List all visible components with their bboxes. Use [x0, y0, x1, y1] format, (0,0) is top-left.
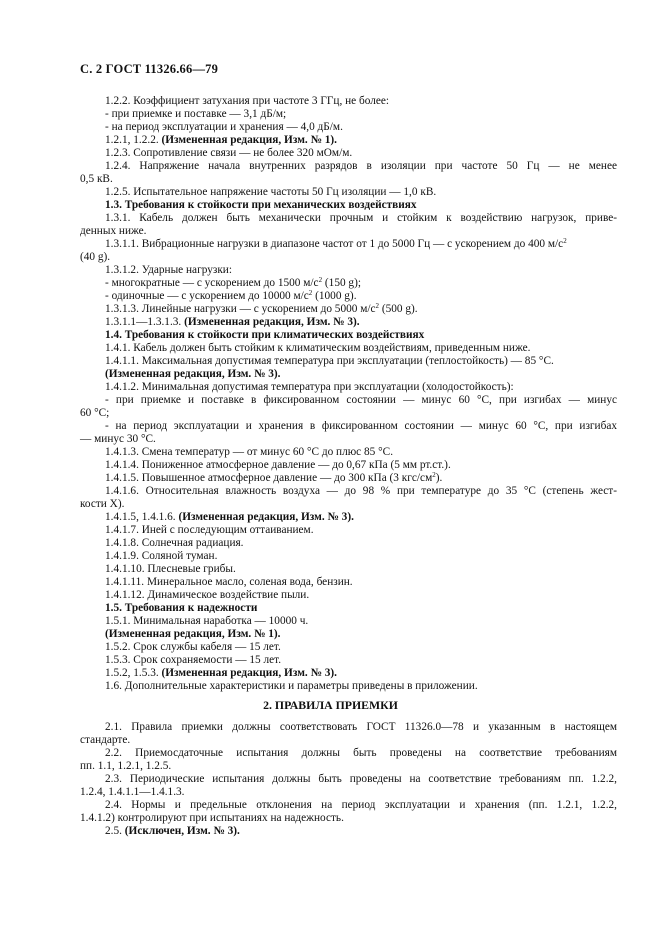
text-line: кости X).	[80, 498, 125, 510]
text-line: 1.4.1. Кабель должен быть стойким к климатическим воздействиям, приведенным ниже.	[105, 342, 531, 354]
text-line: 1.4.1.2. Минимальная допустимая температура при эксплуатации (холодостойкость):	[105, 381, 514, 393]
text-line: 60 °С;	[80, 407, 110, 419]
text-line: 1.4.1.3. Смена температур — от минус 60 °С до плюс 85 °С.	[105, 446, 394, 458]
text-line: 1.4.1.11. Минеральное масло, соленая вода, бензин.	[105, 576, 353, 588]
text-line: 2.1. Правила приемки должны соответствовать ГОСТ 11326.0—78 и указанным в настоящем	[105, 721, 617, 733]
text-line: 1.4.1.5, 1.4.1.6. (Измененная редакция, Изм. № 3).	[105, 511, 354, 523]
text-line: 1.4.1.5. Повышенное атмосферное давление — до 300 кПа (3 кгс/$см^2$).	[105, 471, 443, 484]
text-line: - на период эксплуатации и хранения в фиксированном состоянии — минус 60 °С, при изгибах	[105, 420, 617, 432]
text-line: 1.2.3. Сопротивление связи — не более 320 мОм/м.	[105, 147, 353, 159]
section-heading: 1.5. Требования к надежности	[105, 602, 258, 614]
amendment-note: (Измененная редакция, Изм. № 3).	[105, 368, 281, 380]
text-line: 1.4.1.8. Солнечная радиация.	[105, 537, 244, 549]
text-line: - при приемке и поставке — 3,1 дБ/м;	[105, 108, 287, 120]
text-line: стандарте.	[80, 734, 131, 746]
text-line: пп. 1.1, 1.2.1, 1.2.5.	[80, 760, 172, 772]
text-line: - при приемке и поставке в фиксированном состоянии — минус 60 °С, при изгибах — минус	[105, 394, 617, 406]
text-line: 1.4.1.4. Пониженное атмосферное давление — до 0,67 кПа (5 мм рт.ст.).	[105, 459, 451, 471]
text-line: 1.4.1.2) контролируют при испытаниях на надежность.	[80, 812, 344, 824]
text-line: 1.5.2, 1.5.3. (Измененная редакция, Изм. № 3).	[105, 667, 337, 679]
text-line: 1.4.1.9. Соляной туман.	[105, 550, 218, 562]
text-line: - на период эксплуатации и хранения — 4,0 дБ/м.	[105, 121, 343, 133]
text-line: 1.2.5. Испытательное напряжение частоты 50 Гц изоляции — 1,0 кВ.	[105, 186, 437, 198]
section-heading: 1.3. Требования к стойкости при механических воздействиях	[105, 199, 417, 211]
text-line: - многократные — с ускорением до 1500 $м/с^2$ (150 g);	[105, 276, 361, 289]
text-line: 1.3.1.1. Вибрационные нагрузки в диапазоне частот от 1 до 5000 Гц — с ускорением до 400 $м/с^2$	[105, 237, 567, 250]
text-line: — минус 30 °С.	[80, 433, 156, 445]
text-line: 1.4.1.7. Иней с последующим оттаиванием.	[105, 524, 314, 536]
text-line: 1.6. Дополнительные характеристики и параметры приведены в приложении.	[105, 680, 478, 692]
text-line: 2.4. Нормы и предельные отклонения на период эксплуатации и хранения (пп. 1.2.1, 1.2.2,	[105, 799, 617, 811]
text-line: 1.2.4, 1.4.1.1—1.4.1.3.	[80, 786, 185, 798]
text-line: 1.3.1. Кабель должен быть механически прочным и стойким к воздействию нагрузок, приве-	[105, 212, 617, 224]
text-line: 1.3.1.1—1.3.1.3. (Измененная редакция, Изм. № 3).	[105, 316, 360, 328]
text-line: 1.4.1.1. Максимальная допустимая температура при эксплуатации (теплостойкость) — 85 °С.	[105, 355, 554, 367]
text-line: (40 g).	[80, 251, 111, 263]
page-header: С. 2 ГОСТ 11326.66—79	[80, 62, 219, 76]
text-line: 1.2.4. Напряжение начала внутренних разрядов в изоляции при частоте 50 Гц — не менее	[105, 160, 617, 172]
text-line: 0,5 кВ.	[80, 173, 113, 185]
text-line: 1.4.1.10. Плесневые грибы.	[105, 563, 236, 575]
text-line: 1.3.1.2. Ударные нагрузки:	[105, 264, 232, 276]
text-line: 1.5.2. Срок службы кабеля — 15 лет.	[105, 641, 281, 653]
text-line: денных ниже.	[80, 225, 147, 237]
text-line: 1.3.1.3. Линейные нагрузки — с ускорением до 5000 $м/с^2$ (500 g).	[105, 302, 418, 315]
text-line: 1.5.1. Минимальная наработка — 10000 ч.	[105, 615, 309, 627]
section-heading: 1.4. Требования к стойкости при климатических воздействиях	[105, 329, 425, 341]
amendment-note: (Измененная редакция, Изм. № 1).	[105, 628, 281, 640]
text-line: 2.3. Периодические испытания должны быть проведены на соответствие требованиям пп. 1.2.2,	[105, 773, 617, 785]
text-line: 1.2.2. Коэффициент затухания при частоте 3 ГГц, не более:	[105, 95, 390, 107]
text-line: 2.5. (Исключен, Изм. № 3).	[105, 825, 240, 837]
text-line: 2.2. Приемосдаточные испытания должны быть проведены на соответствие требованиям	[105, 747, 617, 759]
text-line: 1.4.1.12. Динамическое воздействие пыли.	[105, 589, 310, 601]
text-line: 1.2.1, 1.2.2. (Измененная редакция, Изм. № 1).	[105, 134, 337, 146]
text-line: 1.5.3. Срок сохраняемости — 15 лет.	[105, 654, 282, 666]
text-line: - одиночные — с ускорением до 10000 $м/с^2$ (1000 g).	[105, 289, 357, 302]
section-title: 2. ПРАВИЛА ПРИЕМКИ	[263, 698, 398, 712]
text-line: 1.4.1.6. Относительная влажность воздуха — до 98 % при температуре до 35 °С (степень жест-	[105, 485, 617, 497]
